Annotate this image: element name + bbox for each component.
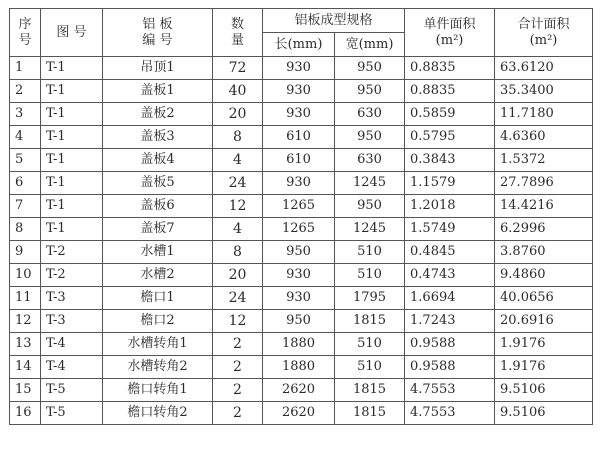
cell-seq: 5 (10, 149, 41, 172)
cell-seq: 15 (10, 379, 41, 402)
cell-seq: 8 (10, 218, 41, 241)
cell-width: 1815 (335, 379, 405, 402)
table-row (10, 356, 593, 379)
cell-unit: 0.9588 (405, 333, 495, 356)
panel-spec-table-wrapper (9, 8, 592, 425)
cell-name: 檐口转角1 (103, 379, 213, 402)
cell-name: 盖板3 (103, 126, 213, 149)
cell-seq: 3 (10, 103, 41, 126)
table-row (10, 379, 593, 402)
cell-seq: 1 (10, 57, 41, 80)
cell-qty: 4 (213, 218, 263, 241)
cell-qty: 20 (213, 264, 263, 287)
cell-length: 610 (263, 149, 335, 172)
cell-total: 6.2996 (495, 218, 593, 241)
cell-qty: 24 (213, 287, 263, 310)
cell-length: 930 (263, 80, 335, 103)
cell-length: 950 (263, 310, 335, 333)
cell-length: 1880 (263, 356, 335, 379)
header-length: 长(mm) (263, 33, 335, 57)
cell-qty: 8 (213, 241, 263, 264)
cell-length: 1265 (263, 195, 335, 218)
cell-qty: 2 (213, 333, 263, 356)
cell-total: 9.5106 (495, 402, 593, 425)
cell-seq: 4 (10, 126, 41, 149)
cell-seq: 9 (10, 241, 41, 264)
cell-width: 510 (335, 333, 405, 356)
header-seq-label: 序 号 (18, 16, 32, 48)
table-row (10, 333, 593, 356)
cell-qty: 40 (213, 80, 263, 103)
table-row (10, 287, 593, 310)
cell-qty: 20 (213, 103, 263, 126)
table-body (10, 57, 593, 425)
cell-qty: 24 (213, 172, 263, 195)
cell-seq: 14 (10, 356, 41, 379)
cell-width: 510 (335, 356, 405, 379)
cell-code: T-3 (41, 310, 103, 333)
cell-name: 水槽1 (103, 241, 213, 264)
cell-unit: 0.5859 (405, 103, 495, 126)
cell-seq: 10 (10, 264, 41, 287)
cell-length: 610 (263, 126, 335, 149)
cell-qty: 12 (213, 310, 263, 333)
cell-code: T-4 (41, 356, 103, 379)
panel-spec-table (9, 8, 593, 425)
cell-name: 檐口转角2 (103, 402, 213, 425)
cell-seq: 7 (10, 195, 41, 218)
cell-name: 檐口1 (103, 287, 213, 310)
table-row (10, 264, 593, 287)
header-row-top (10, 9, 593, 33)
cell-code: T-1 (41, 218, 103, 241)
cell-code: T-1 (41, 80, 103, 103)
table-row (10, 126, 593, 149)
cell-code: T-1 (41, 149, 103, 172)
cell-name: 盖板2 (103, 103, 213, 126)
header-unit-area (405, 9, 495, 57)
cell-width: 1815 (335, 402, 405, 425)
cell-unit: 1.6694 (405, 287, 495, 310)
cell-name: 盖板1 (103, 80, 213, 103)
cell-total: 20.6916 (495, 310, 593, 333)
cell-total: 35.3400 (495, 80, 593, 103)
cell-width: 1795 (335, 287, 405, 310)
cell-unit: 0.5795 (405, 126, 495, 149)
header-width: 宽(mm) (335, 33, 405, 57)
header-spec-group: 铝板成型规格 (263, 9, 405, 33)
cell-code: T-5 (41, 379, 103, 402)
header-panel-id-line1: 铝 板 (142, 16, 173, 32)
cell-total: 3.8760 (495, 241, 593, 264)
cell-unit: 1.5749 (405, 218, 495, 241)
cell-code: T-4 (41, 333, 103, 356)
cell-qty: 8 (213, 126, 263, 149)
cell-unit: 1.1579 (405, 172, 495, 195)
cell-qty: 2 (213, 402, 263, 425)
cell-seq: 13 (10, 333, 41, 356)
cell-code: T-1 (41, 195, 103, 218)
cell-length: 930 (263, 103, 335, 126)
header-code: 图 号 (41, 9, 103, 57)
table-row (10, 103, 593, 126)
cell-total: 27.7896 (495, 172, 593, 195)
cell-name: 盖板6 (103, 195, 213, 218)
cell-width: 950 (335, 126, 405, 149)
cell-name: 盖板7 (103, 218, 213, 241)
cell-length: 2620 (263, 379, 335, 402)
cell-length: 2620 (263, 402, 335, 425)
cell-seq: 2 (10, 80, 41, 103)
cell-total: 1.9176 (495, 333, 593, 356)
header-total-area-line2: (m²) (529, 32, 558, 48)
cell-total: 9.5106 (495, 379, 593, 402)
cell-qty: 4 (213, 149, 263, 172)
cell-length: 930 (263, 57, 335, 80)
cell-name: 水槽转角2 (103, 356, 213, 379)
header-seq (10, 9, 41, 57)
cell-width: 1245 (335, 172, 405, 195)
cell-qty: 2 (213, 356, 263, 379)
cell-total: 1.5372 (495, 149, 593, 172)
table-row (10, 310, 593, 333)
cell-total: 40.0656 (495, 287, 593, 310)
header-qty-line1: 数 (230, 16, 244, 32)
header-total-area (495, 9, 593, 57)
cell-length: 950 (263, 241, 335, 264)
header-panel-id (103, 9, 213, 57)
cell-width: 950 (335, 80, 405, 103)
cell-unit: 0.9588 (405, 356, 495, 379)
cell-total: 1.9176 (495, 356, 593, 379)
cell-unit: 4.7553 (405, 402, 495, 425)
cell-total: 11.7180 (495, 103, 593, 126)
header-unit-area-line2: (m²) (435, 32, 464, 48)
cell-qty: 2 (213, 379, 263, 402)
header-total-area-line1: 合计面积 (517, 16, 570, 32)
cell-seq: 11 (10, 287, 41, 310)
cell-name: 盖板5 (103, 172, 213, 195)
cell-name: 盖板4 (103, 149, 213, 172)
cell-code: T-1 (41, 172, 103, 195)
cell-total: 14.4216 (495, 195, 593, 218)
cell-unit: 0.3843 (405, 149, 495, 172)
cell-qty: 12 (213, 195, 263, 218)
cell-code: T-1 (41, 126, 103, 149)
cell-unit: 0.8835 (405, 57, 495, 80)
cell-width: 950 (335, 195, 405, 218)
cell-width: 1815 (335, 310, 405, 333)
cell-length: 1880 (263, 333, 335, 356)
cell-total: 4.6360 (495, 126, 593, 149)
cell-total: 63.6120 (495, 57, 593, 80)
header-panel-id-line2: 编 号 (142, 32, 173, 48)
cell-name: 檐口2 (103, 310, 213, 333)
cell-seq: 12 (10, 310, 41, 333)
cell-code: T-3 (41, 287, 103, 310)
header-qty-line2: 量 (230, 32, 244, 48)
table-row (10, 241, 593, 264)
cell-unit: 0.4743 (405, 264, 495, 287)
cell-unit: 0.8835 (405, 80, 495, 103)
table-row (10, 149, 593, 172)
cell-name: 水槽2 (103, 264, 213, 287)
cell-code: T-1 (41, 57, 103, 80)
cell-width: 510 (335, 264, 405, 287)
cell-name: 吊顶1 (103, 57, 213, 80)
cell-seq: 16 (10, 402, 41, 425)
cell-unit: 4.7553 (405, 379, 495, 402)
cell-width: 630 (335, 103, 405, 126)
header-qty (213, 9, 263, 57)
table-row (10, 172, 593, 195)
cell-unit: 1.2018 (405, 195, 495, 218)
table-row (10, 80, 593, 103)
cell-unit: 1.7243 (405, 310, 495, 333)
cell-name: 水槽转角1 (103, 333, 213, 356)
cell-width: 510 (335, 241, 405, 264)
cell-length: 930 (263, 287, 335, 310)
cell-seq: 6 (10, 172, 41, 195)
cell-code: T-5 (41, 402, 103, 425)
cell-unit: 0.4845 (405, 241, 495, 264)
cell-width: 630 (335, 149, 405, 172)
cell-code: T-1 (41, 103, 103, 126)
table-row (10, 57, 593, 80)
cell-length: 930 (263, 172, 335, 195)
cell-width: 1245 (335, 218, 405, 241)
table-row (10, 402, 593, 425)
cell-total: 9.4860 (495, 264, 593, 287)
cell-qty: 72 (213, 57, 263, 80)
cell-width: 950 (335, 57, 405, 80)
cell-code: T-2 (41, 264, 103, 287)
cell-code: T-2 (41, 241, 103, 264)
cell-length: 930 (263, 264, 335, 287)
header-unit-area-line1: 单件面积 (423, 16, 476, 32)
table-row (10, 195, 593, 218)
cell-length: 1265 (263, 218, 335, 241)
table-row (10, 218, 593, 241)
